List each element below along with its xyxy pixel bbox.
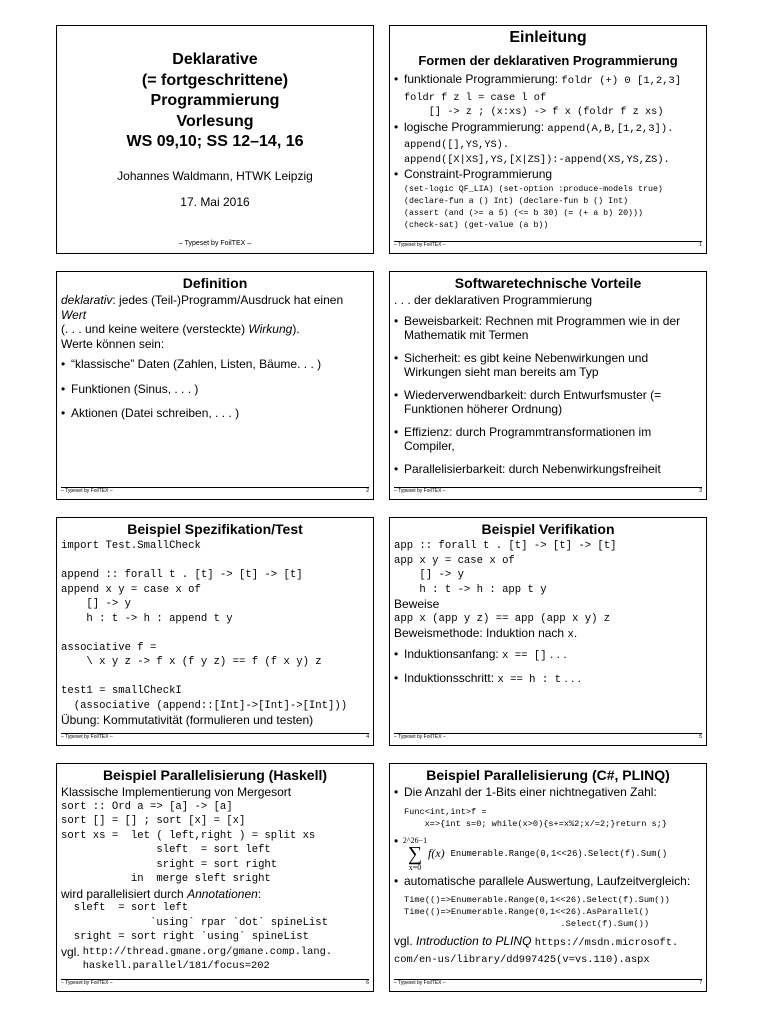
code-line: app x (app y z) == app (app x y) z <box>394 612 611 625</box>
list-item: • automatische parallele Auswertung, Laufzeitvergleich: <box>394 874 702 889</box>
slide-title-heading: Deklarative (= fortgeschrittene) Programmierung Vorlesung WS 09,10; SS 12–14, 16 <box>126 51 304 150</box>
code-block: Func<int,int>f = x=>{int s=0; while(x>0){s+=x%2;x/=2;}return s;} <box>404 806 668 829</box>
list-item: • Sicherheit: es gibt keine Nebenwirkungen und Wirkungen sieht man bereits am Typ <box>394 351 702 380</box>
code-block: foldr f z l = case l of [] -> z ; (x:xs) -> f x (foldr f z xs) <box>404 91 664 118</box>
list-item: • funktionale Programmierung: foldr (+) 0 [1,2,3] <box>394 72 702 89</box>
code-block: sort :: Ord a => [a] -> [a] sort [] = [] ; sort [x] = [x] sort xs = let ( left,right ) = split xs sleft = sort left sright = sort right in merge sleft sright <box>61 800 316 885</box>
typeset-note: – Typeset by FoilTEX – <box>178 240 252 247</box>
slide-footer: – Typeset by FoilTEX – 3 <box>394 488 702 494</box>
methode-text: Beweismethode: Induktion nach x. <box>394 626 578 641</box>
slide-footer: – Typeset by FoilTEX – 7 <box>394 980 702 986</box>
beweise-label: Beweise <box>394 597 440 611</box>
annotation-text: wird parallelisiert durch Annotationen: <box>61 886 262 901</box>
reference-url[interactable]: https://msdn.microsoft. com/en-us/library/dd997425(v=vs.110).aspx <box>394 937 679 966</box>
slide-spezifikation <box>56 517 374 746</box>
code-block: Time(()=>Enumerable.Range(0,1<<26).Select(f).Sum()) Time(()=>Enumerable.Range(0,1<<26).AsParallel() .Select(f).Sum()) <box>404 895 670 929</box>
list-item: • Parallelisierbarkeit: durch Nebenwirkungsfreiheit <box>394 462 702 477</box>
slide-title <box>56 25 374 254</box>
slide-heading: Beispiel Parallelisierung (C#, PLINQ) <box>426 767 670 783</box>
list-item: • Wiederverwendbarkeit: durch Entwurfsmuster (= Funktionen höherer Ordnung) <box>394 388 702 417</box>
slide-par-haskell <box>56 763 374 992</box>
code-block: app :: forall t . [t] -> [t] -> [t] app x y = case x of [] -> y h : t -> h : app t y <box>394 540 617 596</box>
slide-einleitung <box>389 25 707 254</box>
list-item: • Induktionsanfang: x == [] . . . <box>394 647 702 664</box>
slide-heading: Definition <box>182 275 248 291</box>
list-item: • Constraint-Programmierung <box>394 167 702 182</box>
list-item: • Aktionen (Datei schreiben, . . . ) <box>61 406 369 421</box>
slide-heading: Beispiel Verifikation <box>481 521 615 537</box>
code-block: sleft = sort left `using` rpar `dot` spineList sright = sort right `using` spineList <box>73 902 329 943</box>
slide-par-plinq <box>389 763 707 992</box>
intro-text: . . . der deklarativen Programmierung <box>394 293 593 307</box>
definition-text: (. . . und keine weitere (versteckte) Wirkung). <box>61 322 300 336</box>
list-item: • Funktionen (Sinus, . . . ) <box>61 382 369 397</box>
slide-footer: – Typeset by FoilTEX – 6 <box>61 980 369 986</box>
list-item: • Effizienz: durch Programmtransformationen im Compiler, <box>394 425 702 454</box>
code-block: import Test.SmallCheck append :: forall t . [t] -> [t] -> [t] append x y = case x of [] -> y h : t -> h : append t y associative f = \ x y z -> f x (f y z) == f (f x y) z test1 = smallCheckI (associative (append::[Int]->[Int]->[Int])) <box>61 540 348 712</box>
sigma-symbol: ∑ <box>407 842 423 865</box>
reference-text: vgl. Introduction to PLINQ https://msdn.microsoft. com/en-us/library/dd997425(v=vs.110).aspx <box>394 934 679 966</box>
slide-heading: Beispiel Parallelisierung (Haskell) <box>102 767 328 783</box>
slide-footer: – Typeset by FoilTEX – 4 <box>61 734 369 740</box>
list-item: • logische Programmierung: append(A,B,[1,2,3]). <box>394 120 702 137</box>
code-block: append([],YS,YS). append([X|XS],YS,[X|ZS]):-append(XS,YS,ZS). <box>404 139 670 166</box>
definition-text: Werte können sein: <box>61 336 165 351</box>
slide-heading: Einleitung <box>509 29 587 46</box>
definition-text: deklarativ: jedes (Teil-)Programm/Ausdruck hat einen Wert <box>61 293 344 322</box>
reference-url[interactable]: http://thread.gmane.org/gmane.comp.lang. haskell.parallel/181/focus=202 <box>82 945 333 972</box>
list-item: • Induktionsschritt: x == h : t . . . <box>394 671 702 688</box>
list-item: • Beweisbarkeit: Rechnen mit Programmen wie in der Mathematik mit Termen <box>394 314 702 343</box>
slide-heading: Softwaretechnische Vorteile <box>454 275 642 291</box>
slide-definition <box>56 271 374 500</box>
list-item: • “klassische” Daten (Zahlen, Listen, Bäume. . . ) <box>61 357 369 372</box>
list-item: • Die Anzahl der 1-Bits einer nichtnegativen Zahl: <box>394 785 702 800</box>
slide-verifikation <box>389 517 707 746</box>
reference-text: vgl. http://thread.gmane.org/gmane.comp.lang. haskell.parallel/181/focus=202 <box>61 944 333 972</box>
code-block: (set-logic QF_LIA) (set-option :produce-models true) (declare-fun a () Int) (declare-fun b () Int) (assert (and (>= a 5) (<= b 30) (= (+ a b) 20))) (check-sat) (get-value (a b)) <box>404 184 663 230</box>
slide-footer: – Typeset by FoilTEX – 2 <box>61 488 369 494</box>
slide-heading: Beispiel Spezifikation/Test <box>127 521 303 537</box>
sum-formula: • 2^26−1 ∑ x=0 <box>402 835 428 872</box>
slide-subheading: Formen der deklarativen Programmierung <box>418 53 678 68</box>
date: 17. Mai 2016 <box>180 194 250 209</box>
slide-vorteile <box>389 271 707 500</box>
list-item-sum: • 2^26−1 ∑ x=0 f(x) Enumerable.Range(0,1<<26).Select(f).Sum() <box>394 834 702 874</box>
slide-footer: – Typeset by FoilTEX – 5 <box>394 734 702 740</box>
exercise-text: Übung: Kommutativität (formulieren und testen) <box>61 713 314 727</box>
intro-text: Klassische Implementierung von Mergesort <box>61 785 292 799</box>
slide-footer: – Typeset by FoilTEX – 1 <box>394 242 702 248</box>
author: Johannes Waldmann, HTWK Leipzig <box>117 168 313 183</box>
